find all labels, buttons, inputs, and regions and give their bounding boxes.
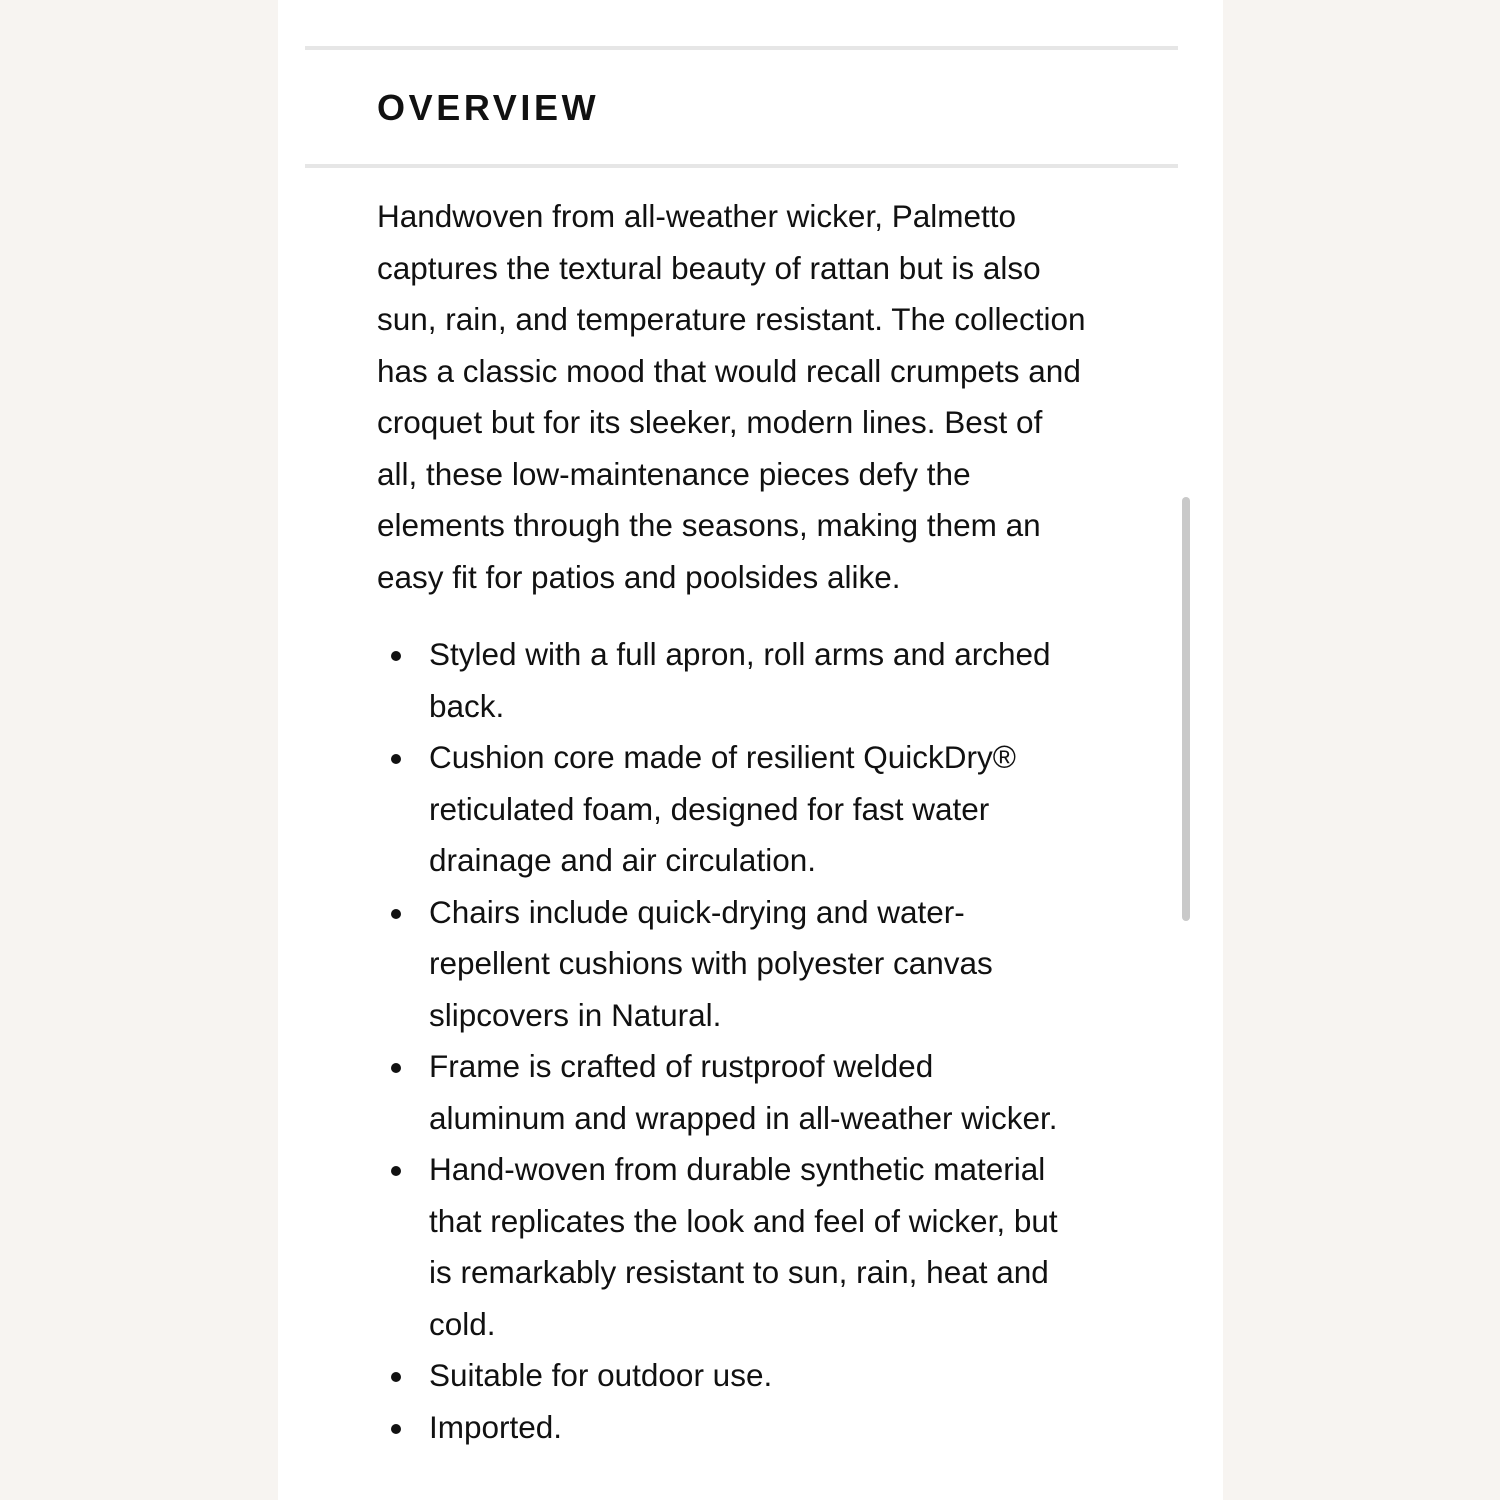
feature-item: [377, 732, 1117, 887]
bullet-icon: [391, 1372, 401, 1382]
feature-line: back.: [429, 687, 505, 724]
description-line: sun, rain, and temperature resistant. The collection: [377, 301, 1086, 337]
feature-item: [377, 887, 1117, 1042]
feature-item: [377, 1350, 1117, 1402]
feature-line: Styled with a full apron, roll arms and arched: [429, 636, 1051, 672]
scrollbar-thumb[interactable]: [1182, 497, 1190, 921]
feature-item: [377, 629, 1117, 732]
feature-line: slipcovers in Natural.: [429, 996, 722, 1033]
feature-line: reticulated foam, designed for fast water: [429, 790, 990, 827]
bullet-icon: [391, 1063, 401, 1073]
overview-content: [377, 191, 1177, 1453]
bullet-icon: [391, 651, 401, 661]
section-divider-bottom: [305, 164, 1178, 168]
overview-description: [377, 191, 1177, 603]
description-line: easy fit for patios and poolsides alike.: [377, 558, 901, 595]
description-line: Handwoven from all-weather wicker, Palmetto: [377, 198, 1017, 234]
bullet-icon: [391, 754, 401, 764]
description-line: captures the textural beauty of rattan but is also: [377, 249, 1041, 286]
section-divider-top: [305, 46, 1178, 50]
bullet-icon: [391, 1424, 401, 1434]
feature-line: Hand-woven from durable synthetic material: [429, 1151, 1046, 1187]
description-line: has a classic mood that would recall crumpets and: [377, 352, 1081, 389]
description-line: elements through the seasons, making them an: [377, 507, 1041, 543]
feature-line: Cushion core made of resilient QuickDry®: [429, 739, 1016, 775]
feature-line: drainage and air circulation.: [429, 842, 816, 878]
product-details-panel: [278, 0, 1223, 1500]
feature-line: Suitable for outdoor use.: [429, 1357, 773, 1393]
feature-line: is remarkably resistant to sun, rain, heat and: [429, 1254, 1049, 1290]
bullet-icon: [391, 1166, 401, 1176]
feature-line: repellent cushions with polyester canvas: [429, 945, 993, 981]
feature-list: [377, 629, 1117, 1453]
description-line: croquet but for its sleeker, modern lines. Best of: [377, 404, 1043, 440]
bullet-icon: [391, 909, 401, 919]
feature-line: Frame is crafted of rustproof welded: [429, 1048, 934, 1084]
feature-line: Chairs include quick-drying and water-: [429, 893, 965, 930]
overview-heading[interactable]: OVERVIEW: [377, 87, 600, 128]
feature-item: [377, 1041, 1117, 1144]
feature-item: [377, 1144, 1117, 1350]
feature-line: that replicates the look and feel of wicker, but: [429, 1202, 1058, 1239]
feature-item: [377, 1402, 1117, 1454]
description-line: all, these low-maintenance pieces defy the: [377, 455, 971, 492]
feature-line: cold.: [429, 1305, 496, 1342]
feature-line: Imported.: [429, 1408, 563, 1445]
feature-line: aluminum and wrapped in all-weather wicker.: [429, 1099, 1058, 1136]
